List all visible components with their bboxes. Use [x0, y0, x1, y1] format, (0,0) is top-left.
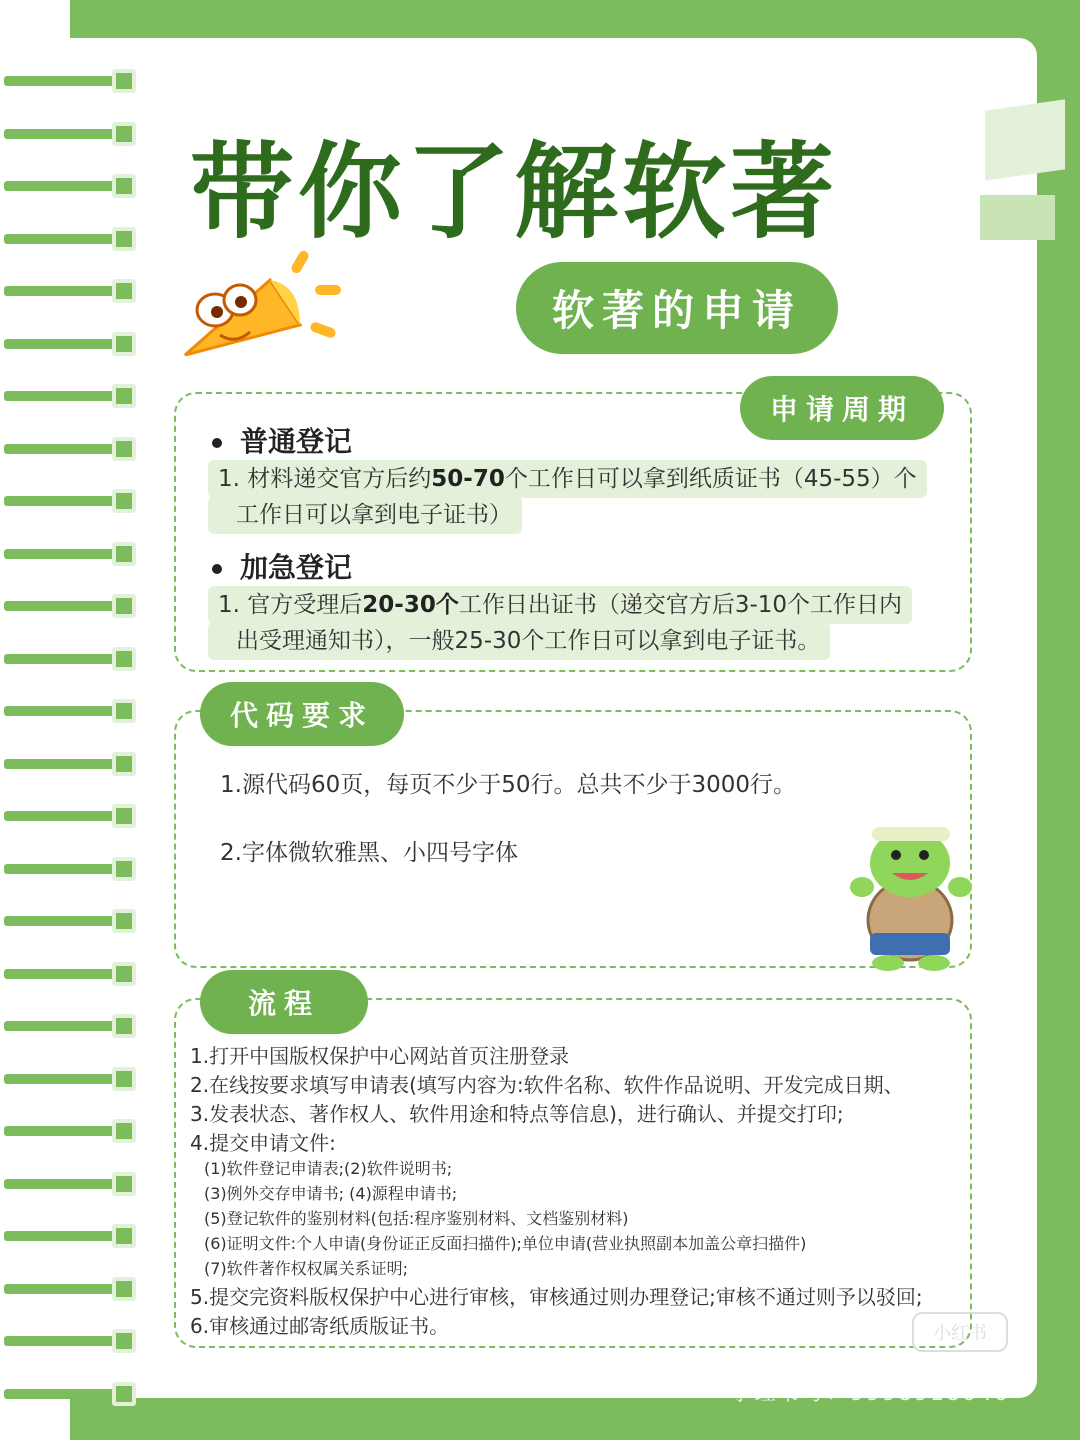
code-tag: 代码要求 — [200, 682, 404, 746]
normal-registration-heading: 普通登记 — [212, 420, 352, 460]
flow-tag: 流程 — [200, 970, 368, 1034]
notebook-ring-tab — [112, 1329, 136, 1353]
notebook-ring-tab — [112, 909, 136, 933]
flow-step: 5.提交完资料版权保护中心进行审核，审核通过则办理登记;审核不通过则予以驳回; — [190, 1285, 923, 1309]
notebook-ring-tab — [112, 962, 136, 986]
notebook-ring-tab — [112, 647, 136, 671]
flow-step: 2.在线按要求填写申请表(填写内容为:软件名称、软件作品说明、开发完成日期、 — [190, 1073, 904, 1097]
normal-line-1: 1. 材料递交官方后约50-70个工作日可以拿到纸质证书（45-55）个 — [208, 460, 927, 498]
flow-step: 6.审核通过邮寄纸质版证书。 — [190, 1314, 450, 1338]
urgent-line-1: 1. 官方受理后20-30个工作日出证书（递交官方后3-10个工作日内 — [208, 586, 912, 624]
flow-step: 3.发表状态、著作权人、软件用途和特点等信息)，进行确认、并提交打印; — [190, 1102, 844, 1126]
notebook-ring-tab — [112, 542, 136, 566]
turtle-mascot-icon — [848, 815, 974, 975]
notebook-ring-tab — [112, 1172, 136, 1196]
page-title: 带你了解软著 — [190, 131, 839, 253]
notebook-ring-tab — [112, 594, 136, 618]
notebook-ring-tab — [112, 174, 136, 198]
notebook-ring-tab — [112, 437, 136, 461]
flow-substep: (6)证明文件:个人申请(身份证正反面扫描件);单位申请(营业执照副本加盖公章扫描件) — [204, 1234, 807, 1253]
watermark-logo: 小红书 — [912, 1312, 1008, 1352]
code-item: 1.源代码60页，每页不少于50行。总共不少于3000行。 — [220, 772, 797, 798]
title-decoration — [985, 99, 1065, 180]
notebook-ring-tab — [112, 122, 136, 146]
notebook-ring-tab — [112, 384, 136, 408]
notebook-ring-tab — [112, 752, 136, 776]
urgent-line-2: 出受理通知书），一般25-30个工作日可以拿到电子证书。 — [208, 622, 830, 660]
flow-substep: (3)例外交存申请书; (4)源程申请书; — [204, 1184, 458, 1203]
flow-substep: (1)软件登记申请表;(2)软件说明书; — [204, 1159, 453, 1178]
flow-step: 1.打开中国版权保护中心网站首页注册登录 — [190, 1044, 570, 1068]
notebook-ring-tab — [112, 699, 136, 723]
notebook-ring-tab — [112, 1067, 136, 1091]
notebook-ring-tab — [112, 489, 136, 513]
notebook-margin — [0, 0, 70, 1440]
notebook-ring-tab — [112, 69, 136, 93]
notebook-ring-tab — [112, 857, 136, 881]
flow-substep: (5)登记软件的鉴别材料(包括:程序鉴别材料、文档鉴别材料) — [204, 1209, 629, 1228]
notebook-ring-tab — [112, 804, 136, 828]
notebook-ring-tab — [112, 1119, 136, 1143]
notebook-ring-tab — [112, 1277, 136, 1301]
notebook-ring-tab — [112, 1224, 136, 1248]
flow-step: 4.提交申请文件: — [190, 1131, 336, 1155]
subtitle-pill: 软著的申请 — [516, 262, 838, 354]
normal-line-2: 工作日可以拿到电子证书） — [208, 496, 522, 534]
notebook-ring-tab — [112, 1382, 136, 1406]
watermark-id: 小红书号：9998918040 — [730, 1381, 1010, 1406]
notebook-ring-tab — [112, 332, 136, 356]
megaphone-mascot-icon — [175, 240, 365, 380]
title-decoration — [980, 195, 1055, 240]
notebook-ring-tab — [112, 279, 136, 303]
period-tag: 申请周期 — [740, 376, 944, 440]
notebook-ring-tab — [112, 1014, 136, 1038]
notebook-ring-tab — [112, 227, 136, 251]
urgent-registration-heading: 加急登记 — [212, 546, 352, 586]
flow-substep: (7)软件著作权权属关系证明; — [204, 1259, 409, 1278]
code-item: 2.字体微软雅黑、小四号字体 — [220, 840, 518, 866]
